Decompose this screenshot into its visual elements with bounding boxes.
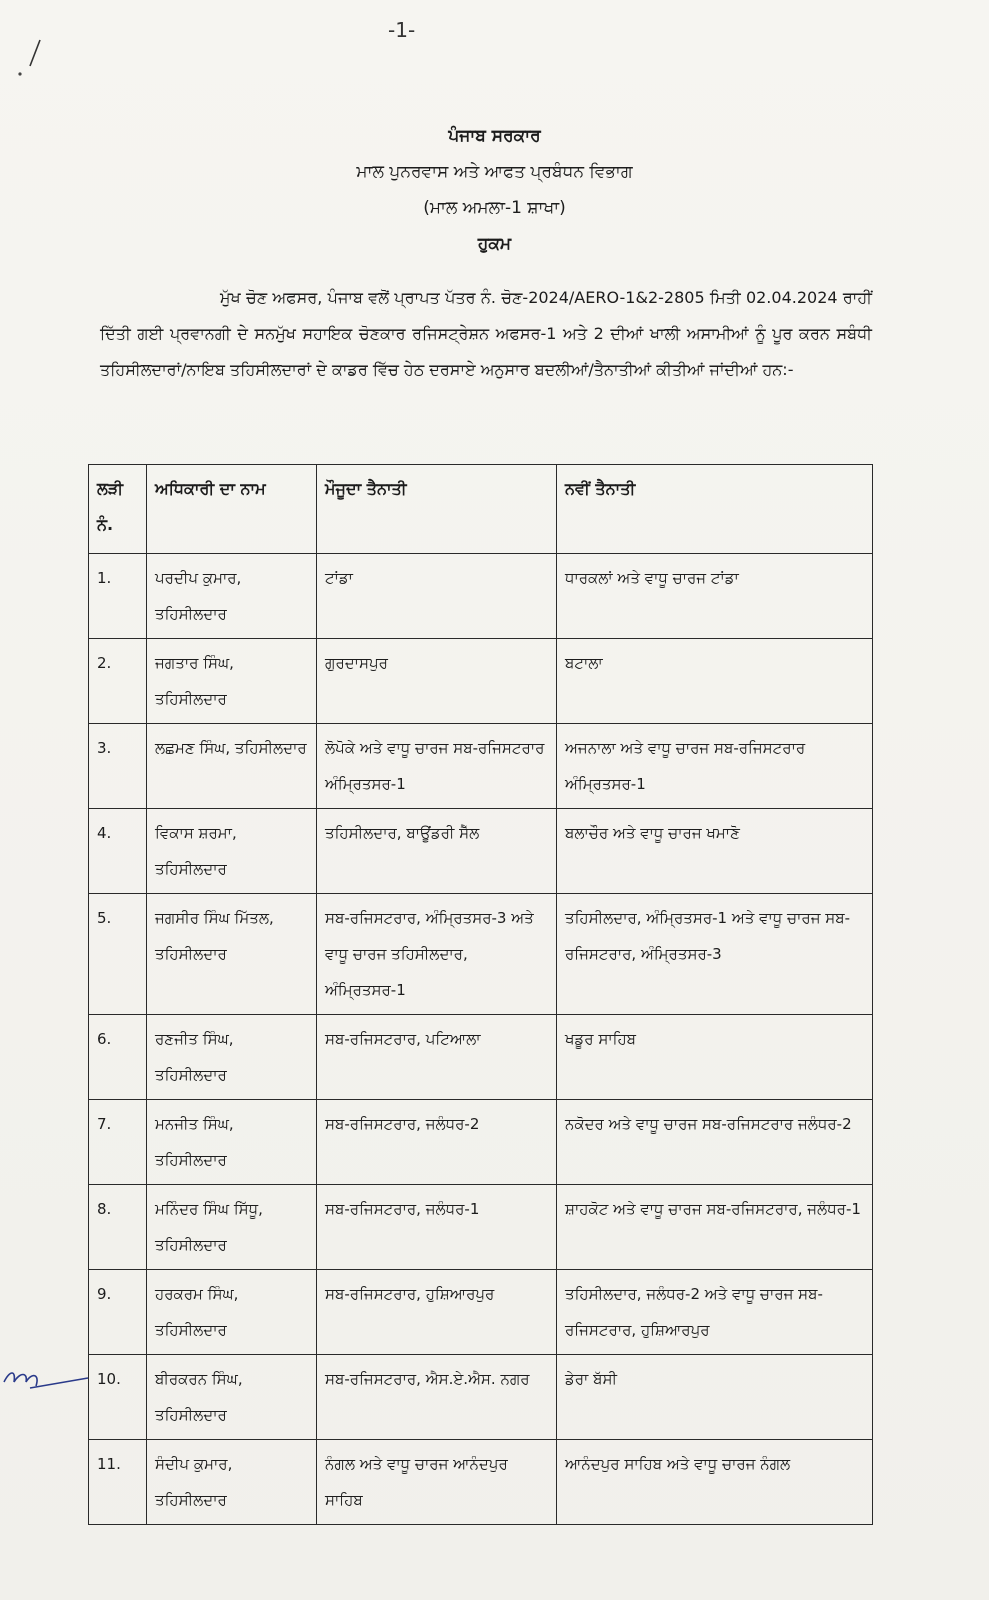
serial-no: 8. — [89, 1185, 147, 1270]
handwritten-initial-mark — [0, 1360, 90, 1400]
new-posting: ਧਾਰਕਲਾਂ ਅਤੇ ਵਾਧੂ ਚਾਰਜ ਟਾਂਡਾ — [557, 554, 873, 639]
new-posting: ਅਜਨਾਲਾ ਅਤੇ ਵਾਧੂ ਚਾਰਜ ਸਬ-ਰਜਿਸਟਰਾਰ ਅੰਮ੍ਰਿਤਸਰ-1 — [557, 724, 873, 809]
table-row — [89, 554, 873, 639]
serial-no: 5. — [89, 894, 147, 1015]
current-posting: ਲੋਪੋਕੇ ਅਤੇ ਵਾਧੂ ਚਾਰਜ ਸਬ-ਰਜਿਸਟਰਾਰ ਅੰਮ੍ਰਿਤਸਰ-1 — [317, 724, 557, 809]
serial-no: 9. — [89, 1270, 147, 1355]
officer-name: ਰਣਜੀਤ ਸਿੰਘ, ਤਹਿਸੀਲਦਾਰ — [147, 1015, 317, 1100]
new-posting: ਤਹਿਸੀਲਦਾਰ, ਜਲੰਧਰ-2 ਅਤੇ ਵਾਧੂ ਚਾਰਜ ਸਬ-ਰਜਿਸਟਰਾਰ, ਹੁਸ਼ਿਆਰਪੁਰ — [557, 1270, 873, 1355]
table-row — [89, 809, 873, 894]
officer-name: ਜਗਸੀਰ ਸਿੰਘ ਮਿੱਤਲ, ਤਹਿਸੀਲਦਾਰ — [147, 894, 317, 1015]
government-name: ਪੰਜਾਬ ਸਰਕਾਰ — [448, 126, 541, 146]
header-officer-name: ਅਧਿਕਾਰੀ ਦਾ ਨਾਮ — [147, 465, 317, 554]
table-row — [89, 894, 873, 1015]
table-row — [89, 1440, 873, 1525]
new-posting: ਡੇਰਾ ਬੱਸੀ — [557, 1355, 873, 1440]
header-serial-no: ਲੜੀ ਨੰ. — [89, 465, 147, 554]
serial-no: 11. — [89, 1440, 147, 1525]
officer-name: ਮਨਿੰਦਰ ਸਿੰਘ ਸਿੱਧੂ, ਤਹਿਸੀਲਦਾਰ — [147, 1185, 317, 1270]
serial-no: 3. — [89, 724, 147, 809]
officer-name: ਜਗਤਾਰ ਸਿੰਘ, ਤਹਿਸੀਲਦਾਰ — [147, 639, 317, 724]
pen-stroke-mark — [14, 36, 44, 82]
table-header-row — [89, 465, 873, 554]
serial-no: 10. — [89, 1355, 147, 1440]
current-posting: ਸਬ-ਰਜਿਸਟਰਾਰ, ਜਲੰਧਰ-2 — [317, 1100, 557, 1185]
table-row — [89, 1185, 873, 1270]
branch-name: (ਮਾਲ ਅਮਲਾ-1 ਸ਼ਾਖਾ) — [423, 198, 566, 218]
new-posting: ਬਟਾਲਾ — [557, 639, 873, 724]
current-posting: ਸਬ-ਰਜਿਸਟਰਾਰ, ਪਟਿਆਲਾ — [317, 1015, 557, 1100]
new-posting: ਖਡੂਰ ਸਾਹਿਬ — [557, 1015, 873, 1100]
new-posting: ਤਹਿਸੀਲਦਾਰ, ਅੰਮ੍ਰਿਤਸਰ-1 ਅਤੇ ਵਾਧੂ ਚਾਰਜ ਸਬ-ਰਜਿਸਟਰਾਰ, ਅੰਮ੍ਰਿਤਸਰ-3 — [557, 894, 873, 1015]
table-row — [89, 1015, 873, 1100]
officer-name: ਸੰਦੀਪ ਕੁਮਾਰ, ਤਹਿਸੀਲਦਾਰ — [147, 1440, 317, 1525]
officer-name: ਵਿਕਾਸ ਸ਼ਰਮਾ, ਤਹਿਸੀਲਦਾਰ — [147, 809, 317, 894]
table-row — [89, 639, 873, 724]
officer-name: ਬੀਰਕਰਨ ਸਿੰਘ, ਤਹਿਸੀਲਦਾਰ — [147, 1355, 317, 1440]
new-posting: ਸ਼ਾਹਕੋਟ ਅਤੇ ਵਾਧੂ ਚਾਰਜ ਸਬ-ਰਜਿਸਟਰਾਰ, ਜਲੰਧਰ-1 — [557, 1185, 873, 1270]
officer-name: ਮਨਜੀਤ ਸਿੰਘ, ਤਹਿਸੀਲਦਾਰ — [147, 1100, 317, 1185]
current-posting: ਸਬ-ਰਜਿਸਟਰਾਰ, ਅੰਮ੍ਰਿਤਸਰ-3 ਅਤੇ ਵਾਧੂ ਚਾਰਜ ਤਹਿਸੀਲਦਾਰ, ਅੰਮ੍ਰਿਤਸਰ-1 — [317, 894, 557, 1015]
order-body-text: ਮੁੱਖ ਚੋਣ ਅਫਸਰ, ਪੰਜਾਬ ਵਲੋਂ ਪ੍ਰਾਪਤ ਪੱਤਰ ਨੰ. ਚੋਣ-2024/AERO-1&2-2805 ਮਿਤੀ 02.04.2024 ਰਾਹੀਂ ਦਿੱਤੀ ਗਈ ਪ੍ਰਵਾਨਗੀ ਦੇ ਸਨਮੁੱਖ ਸਹਾਇਕ ਚੋਣਕਾਰ ਰਜਿਸਟ੍ਰੇਸ਼ਨ ਅਫਸਰ-1 ਅਤੇ 2 ਦੀਆਂ ਖਾਲੀ ਅਸਾਮੀਆਂ ਨੂੰ ਪੂਰ ਕਰਨ ਸਬੰਧੀ ਤਹਿਸੀਲਦਾਰਾਂ/ਨਾਇਬ ਤਹਿਸੀਲਦਾਰਾਂ ਦੇ ਕਾਡਰ ਵਿੱਚ ਹੇਠ ਦਰਸਾਏ ਅਨੁਸਾਰ ਬਦਲੀਆਂ/ਤੈਨਾਤੀਆਂ ਕੀਤੀਆਂ ਜਾਂਦੀਆਂ ਹਨ:- — [100, 288, 872, 379]
transfers-table — [88, 464, 873, 1525]
new-posting: ਬਲਾਚੌਰ ਅਤੇ ਵਾਧੂ ਚਾਰਜ ਖਮਾਣੋ — [557, 809, 873, 894]
page-number: -1- — [388, 18, 416, 42]
current-posting: ਤਹਿਸੀਲਦਾਰ, ਬਾਊਂਡਰੀ ਸੈੱਲ — [317, 809, 557, 894]
current-posting: ਨੰਗਲ ਅਤੇ ਵਾਧੂ ਚਾਰਜ ਆਨੰਦਪੁਰ ਸਾਹਿਬ — [317, 1440, 557, 1525]
order-title: ਹੁਕਮ — [477, 234, 512, 254]
header-new-posting: ਨਵੀਂ ਤੈਨਾਤੀ — [557, 465, 873, 554]
serial-no: 1. — [89, 554, 147, 639]
serial-no: 6. — [89, 1015, 147, 1100]
current-posting: ਸਬ-ਰਜਿਸਟਰਾਰ, ਹੁਸ਼ਿਆਰਪੁਰ — [317, 1270, 557, 1355]
serial-no: 4. — [89, 809, 147, 894]
table-row — [89, 1270, 873, 1355]
current-posting: ਗੁਰਦਾਸਪੁਰ — [317, 639, 557, 724]
new-posting: ਆਨੰਦਪੁਰ ਸਾਹਿਬ ਅਤੇ ਵਾਧੂ ਚਾਰਜ ਨੰਗਲ — [557, 1440, 873, 1525]
table-row — [89, 724, 873, 809]
table-row — [89, 1100, 873, 1185]
officer-name: ਪਰਦੀਪ ਕੁਮਾਰ, ਤਹਿਸੀਲਦਾਰ — [147, 554, 317, 639]
officer-name: ਲਛਮਣ ਸਿੰਘ, ਤਹਿਸੀਲਦਾਰ — [147, 724, 317, 809]
table-row — [89, 1355, 873, 1440]
new-posting: ਨਕੋਦਰ ਅਤੇ ਵਾਧੂ ਚਾਰਜ ਸਬ-ਰਜਿਸਟਰਾਰ ਜਲੰਧਰ-2 — [557, 1100, 873, 1185]
serial-no: 7. — [89, 1100, 147, 1185]
department-name: ਮਾਲ ਪੁਨਰਵਾਸ ਅਤੇ ਆਫਤ ਪ੍ਰਬੰਧਨ ਵਿਭਾਗ — [356, 162, 633, 182]
current-posting: ਸਬ-ਰਜਿਸਟਰਾਰ, ਐਸ.ਏ.ਐਸ. ਨਗਰ — [317, 1355, 557, 1440]
document-header — [0, 118, 989, 262]
header-current-posting: ਮੌਜੂਦਾ ਤੈਨਾਤੀ — [317, 465, 557, 554]
current-posting: ਸਬ-ਰਜਿਸਟਰਾਰ, ਜਲੰਧਰ-1 — [317, 1185, 557, 1270]
serial-no: 2. — [89, 639, 147, 724]
officer-name: ਹਰਕਰਮ ਸਿੰਘ, ਤਹਿਸੀਲਦਾਰ — [147, 1270, 317, 1355]
current-posting: ਟਾਂਡਾ — [317, 554, 557, 639]
